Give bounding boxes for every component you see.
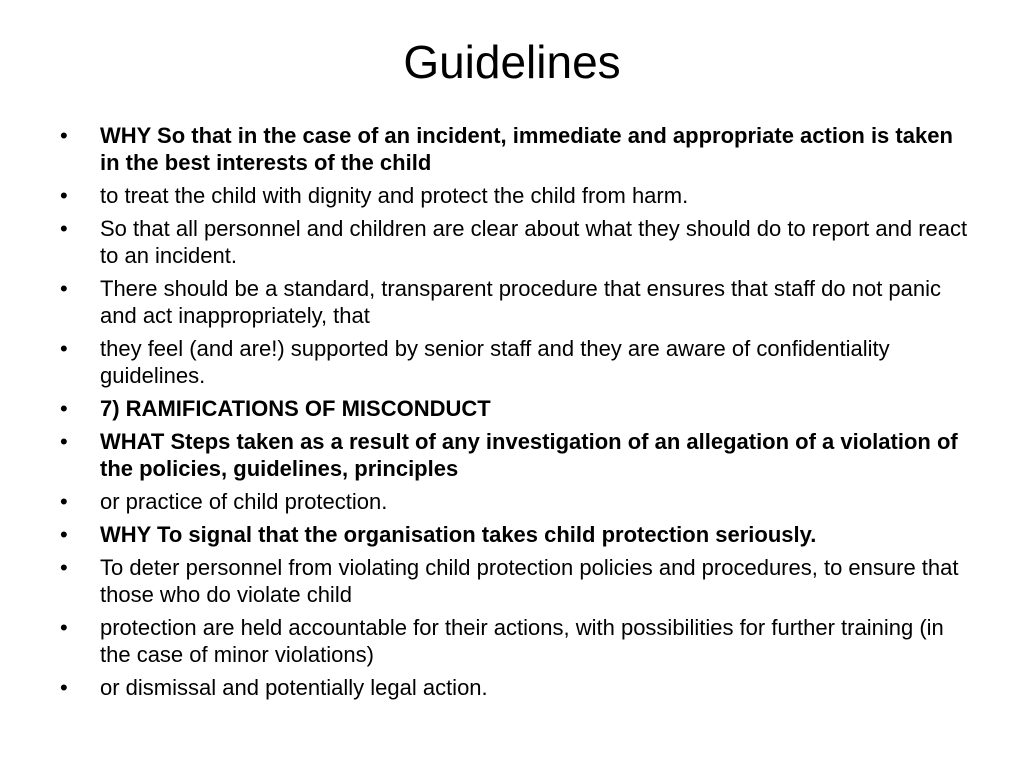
bullet-dot-icon: •	[60, 555, 68, 580]
bullet-text: or dismissal and potentially legal action.	[100, 675, 488, 700]
bullet-dot-icon: •	[60, 183, 68, 208]
bullet-item	[60, 554, 970, 608]
bullet-item	[60, 674, 970, 701]
bullet-dot-icon: •	[60, 615, 68, 640]
bullet-item	[60, 122, 970, 176]
bullet-dot-icon: •	[60, 489, 68, 514]
bullet-text: To deter personnel from violating child protection policies and procedures, to ensure that those who do violate child	[100, 555, 959, 607]
bullet-text: There should be a standard, transparent procedure that ensures that staff do not panic and act inappropriately, that	[100, 276, 942, 328]
bullet-list	[60, 122, 970, 707]
bullet-dot-icon: •	[60, 276, 68, 301]
bullet-dot-icon: •	[60, 216, 68, 241]
bullet-item	[60, 428, 970, 482]
bullet-text: WHAT Steps taken as a result of any investigation of an allegation of a violation of the policies, guidelines, principles	[100, 429, 958, 481]
bullet-dot-icon: •	[60, 675, 68, 700]
bullet-text: or practice of child protection.	[100, 489, 388, 514]
bullet-text: WHY To signal that the organisation takes child protection seriously.	[100, 522, 817, 547]
bullet-text: to treat the child with dignity and protect the child from harm.	[100, 183, 689, 208]
bullet-text: WHY So that in the case of an incident, immediate and appropriate action is taken in the best interests of the child	[100, 123, 953, 175]
bullet-dot-icon: •	[60, 123, 68, 148]
bullet-dot-icon: •	[60, 396, 68, 421]
bullet-item	[60, 335, 970, 389]
bullet-text: So that all personnel and children are clear about what they should do to report and react to an incident.	[100, 216, 968, 268]
bullet-item	[60, 275, 970, 329]
bullet-item	[60, 395, 970, 422]
bullet-item	[60, 215, 970, 269]
bullet-item	[60, 488, 970, 515]
bullet-dot-icon: •	[60, 522, 68, 547]
bullet-item	[60, 182, 970, 209]
bullet-dot-icon: •	[60, 429, 68, 454]
bullet-item	[60, 521, 970, 548]
slide-title: Guidelines	[403, 36, 621, 88]
bullet-item	[60, 614, 970, 668]
bullet-text: protection are held accountable for their actions, with possibilities for further training (in the case of minor violations)	[100, 615, 944, 667]
bullet-dot-icon: •	[60, 336, 68, 361]
bullet-text: they feel (and are!) supported by senior staff and they are aware of confidentiality guidelines.	[100, 336, 890, 388]
bullet-text: 7) RAMIFICATIONS OF MISCONDUCT	[100, 396, 491, 421]
